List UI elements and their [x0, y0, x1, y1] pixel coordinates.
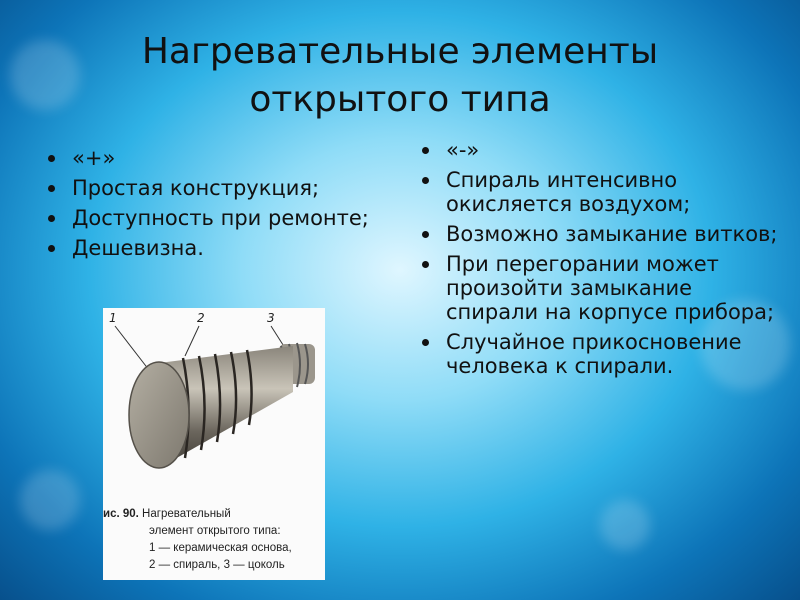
pros-heading: «+» [44, 146, 374, 170]
slide-title [0, 28, 800, 124]
leader-line [115, 326, 149, 370]
slide-title-line-1: Нагревательные элементы [141, 31, 659, 72]
list-item: Дешевизна. [44, 236, 374, 260]
heating-element-illustration [103, 308, 325, 508]
figure-caption [103, 506, 325, 574]
background-bokeh [20, 470, 80, 530]
caption-number: ис. 90. [103, 508, 139, 520]
figure-label-3: 3 [267, 311, 275, 325]
caption-title-2: элемент открытого типа: [149, 525, 281, 537]
list-item: Простая конструкция; [44, 176, 374, 200]
cons-list [418, 138, 778, 384]
ceramic-base-face [129, 362, 189, 468]
caption-part-1: 1 — керамическая основа, [149, 542, 292, 554]
cons-heading: «-» [418, 138, 778, 162]
slide-title-line-2: открытого типа [249, 79, 551, 120]
list-item: Доступность при ремонте; [44, 206, 374, 230]
background-bokeh [600, 500, 650, 550]
pros-list [44, 146, 374, 266]
figure-label-2: 2 [197, 311, 205, 325]
figure-label-1: 1 [109, 311, 117, 325]
heating-element-figure [103, 308, 325, 580]
list-item: Случайное прикосновение человека к спирали. [418, 330, 778, 378]
caption-title-1: Нагревательный [142, 508, 231, 520]
leader-line [185, 326, 199, 356]
list-item: При перегорании может произойти замыкание спирали на корпусе прибора; [418, 252, 778, 324]
list-item: Спираль интенсивно окисляется воздухом; [418, 168, 778, 216]
caption-part-2: 2 — спираль, 3 — цоколь [149, 559, 285, 571]
list-item: Возможно замыкание витков; [418, 222, 778, 246]
